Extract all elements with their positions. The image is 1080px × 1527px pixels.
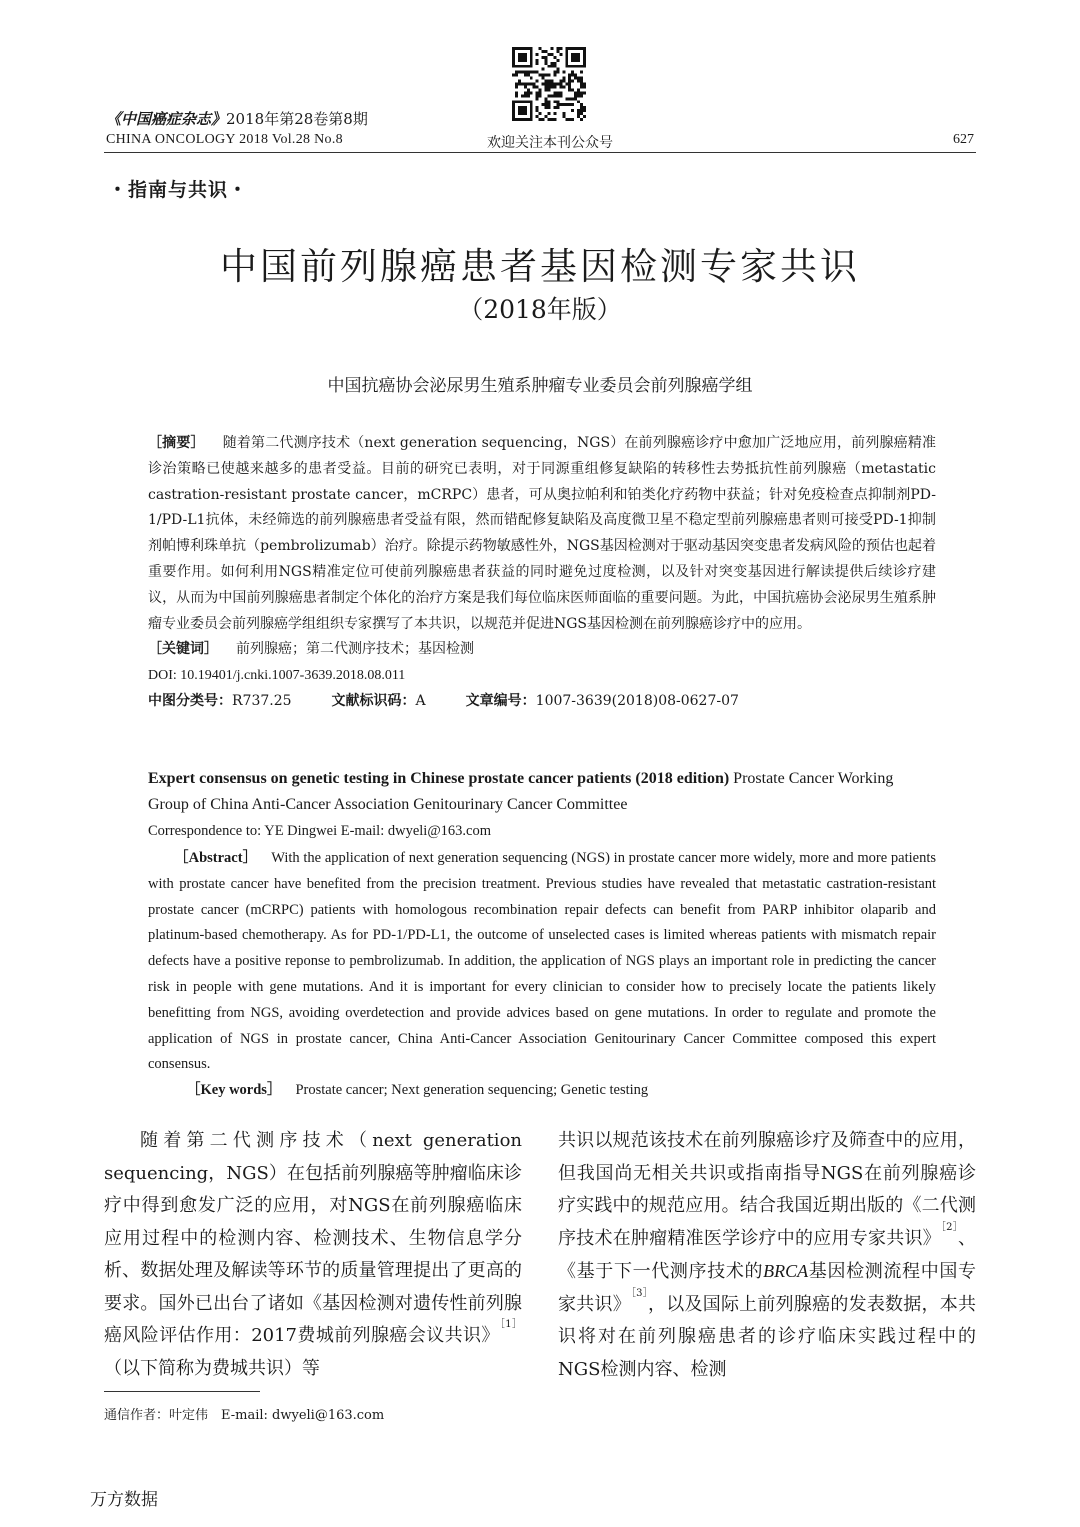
clc-value: R737.25	[232, 692, 292, 709]
en-abstract-text: With the application of next generation sequencing (NGS) in prostate cancer more widely, more and more patients with prostate cancer have benefited from the precision treatment. Previous studies have revealed that metastatic castration-resistant prostate cancer (mCRPC) patients with homologous recombination repair defects can benefit from PARP inhibitor olaparib and platinum-based chemotherapy. As for PD-1/PD-L1, the outcome of unselected cases is limited whereas patients with mismatch repair defects have a positive reponse to pembrolizumab. In addition, the application of NGS plays an important role in predicting the cancer risk in people with gene mutations. And it is important for every clinician to consider how to precisely locate the patients likely benefitting from NGS, avoiding overdetection and provide advices based on gene mutations. In order to regulate and promote the application of NGS in prostate cancer, China Anti-Cancer Association Genitourinary Cancer Committee composed this expert consensus.	[148, 850, 936, 1073]
cn-keywords-text: 前列腺癌；第二代测序技术；基因检测	[236, 641, 474, 658]
article-edition: （2018年版）	[458, 295, 622, 324]
en-abstract	[148, 766, 936, 1103]
journal-cn-header	[106, 108, 368, 129]
body-left-text-1: 随着第二代测序技术（next generation sequencing，NGS）在包括前列腺癌等肿瘤临床诊疗中得到愈发广泛的应用，对NGS在前列腺癌临床应用过程中的检测内容、检测技术、生物信息学分析、数据处理及解读等环节的质量管理提出了更高的要求。国外已出台了诸如《基因检测对遗传性前列腺癌风险评估作用：2017费城前列腺癌会议共识》	[104, 1130, 522, 1346]
citation-ref-1: ［1］	[499, 1319, 522, 1330]
footnote: 通信作者：叶定伟 E-mail: dwyeli@163.com	[104, 1408, 385, 1423]
en-group: Prostate Cancer Working Group of China Anti-Cancer Association Genitourinary Cancer Committee	[148, 770, 894, 813]
article-title: 中国前列腺癌患者基因检测专家共识	[220, 245, 860, 288]
cn-abstract-label: ［摘要］	[148, 435, 205, 451]
body-left-column	[104, 1125, 522, 1385]
journal-en-header: CHINA ONCOLOGY 2018 Vol.28 No.8	[106, 132, 343, 147]
footnote-rule	[104, 1391, 260, 1392]
qr-caption: 欢迎关注本刊公众号	[487, 135, 613, 151]
en-abstract-label: ［Abstract］	[174, 850, 258, 866]
body-right-text-3: 基因检测流程中国专家共识》	[558, 1261, 977, 1315]
doc-code-label: 文献标识码：	[331, 692, 416, 709]
classification-line	[148, 689, 936, 715]
body-right-text-1: 共识以规范该技术在前列腺癌诊疗及筛查中的应用，但我国尚无相关共识或指南指导NGS在前列腺癌诊疗实践中的规范应用。结合我国近期出版的《二代测序技术在肿瘤精准医学诊疗中的应用专家共识》	[558, 1130, 976, 1249]
header-rule	[104, 152, 976, 153]
citation-ref-3: ［3］	[630, 1287, 649, 1299]
cn-abstract-text: 随着第二代测序技术（next generation sequencing，NGS）在前列腺癌诊疗中愈加广泛地应用，前列腺癌精准诊治策略已使越来越多的患者受益。目前的研究已表明，对于同源重组修复缺陷的转移性去势抵抗性前列腺癌（metastatic castration-resistant prostate cancer，mCRPC）患者，可从奥拉帕利和铂类化疗药物中获益；针对免疫检查点抑制剂PD-1/PD-L1抗体，未经筛选的前列腺癌患者受益有限，然而错配修复缺陷及高度微卫星不稳定型前列腺癌患者则可接受PD-1抑制剂帕博利珠单抗（pembrolizumab）治疗。除提示药物敏感性外，NGS基因检测对于驱动基因突变患者发病风险的预估也起着重要作用。如何利用NGS精准定位可使前列腺癌患者获益的同时避免过度检测，以及针对突变基因进行解读提供后续诊疗建议，从而为中国前列腺癌患者制定个体化的治疗方案是我们每位临床医师面临的重要问题。为此，中国抗癌协会泌尿男生殖系肿瘤专业委员会前列腺癌学组组织专家撰写了本共识，以规范并促进NGS基因检测在前列腺癌诊疗中的应用。	[148, 435, 937, 632]
en-correspondence: Correspondence to: YE Dingwei E-mail: dwyeli@163.com	[148, 823, 492, 839]
en-title-line	[148, 766, 936, 818]
wanfang-watermark: 万方数据	[90, 1490, 158, 1510]
en-keywords-text: Prostate cancer; Next generation sequencing; Genetic testing	[295, 1082, 649, 1099]
clc-label: 中图分类号：	[148, 692, 232, 709]
en-keywords	[148, 1078, 936, 1103]
cn-keywords	[148, 637, 936, 663]
author-group: 中国抗癌协会泌尿男生殖系肿瘤专业委员会前列腺癌学组	[327, 376, 753, 396]
citation-ref-2: ［2］	[940, 1221, 958, 1233]
body-left-text-2: （以下简称为费城共识）等	[104, 1357, 320, 1379]
doc-code-value: A	[415, 692, 426, 709]
brca-gene: BRCA	[763, 1261, 809, 1281]
en-title: Expert consensus on genetic testing in Chinese prostate cancer patients (2018 edition)	[148, 770, 730, 787]
en-keywords-label: ［Key words］	[186, 1082, 282, 1099]
article-no-label: 文章编号：	[465, 692, 536, 709]
qr-code-icon	[512, 47, 586, 121]
cn-keywords-label: ［关键词］	[148, 641, 218, 658]
journal-cn-issue: 2018年第28卷第8期	[226, 110, 368, 128]
article-no-value: 1007-3639(2018)08-0627-07	[535, 692, 739, 709]
journal-cn-name: 《中国癌症杂志》	[106, 110, 227, 128]
en-abstract-paragraph	[148, 846, 936, 1078]
page-number: 627	[953, 132, 974, 147]
section-label: ・指南与共识・	[108, 179, 249, 201]
body-right-text-4: ，以及国际上前列腺癌的发表数据，本共识将对在前列腺癌患者的诊疗临床实践过程中的NGS检测内容、检测	[558, 1293, 976, 1380]
body-right-column	[558, 1125, 976, 1386]
cn-abstract-paragraph	[148, 431, 936, 637]
doi: DOI: 10.19401/j.cnki.1007-3639.2018.08.011	[148, 668, 406, 684]
body-right-text-2: 、《基于下一代测序技术的	[558, 1227, 976, 1282]
cn-abstract	[148, 431, 936, 715]
